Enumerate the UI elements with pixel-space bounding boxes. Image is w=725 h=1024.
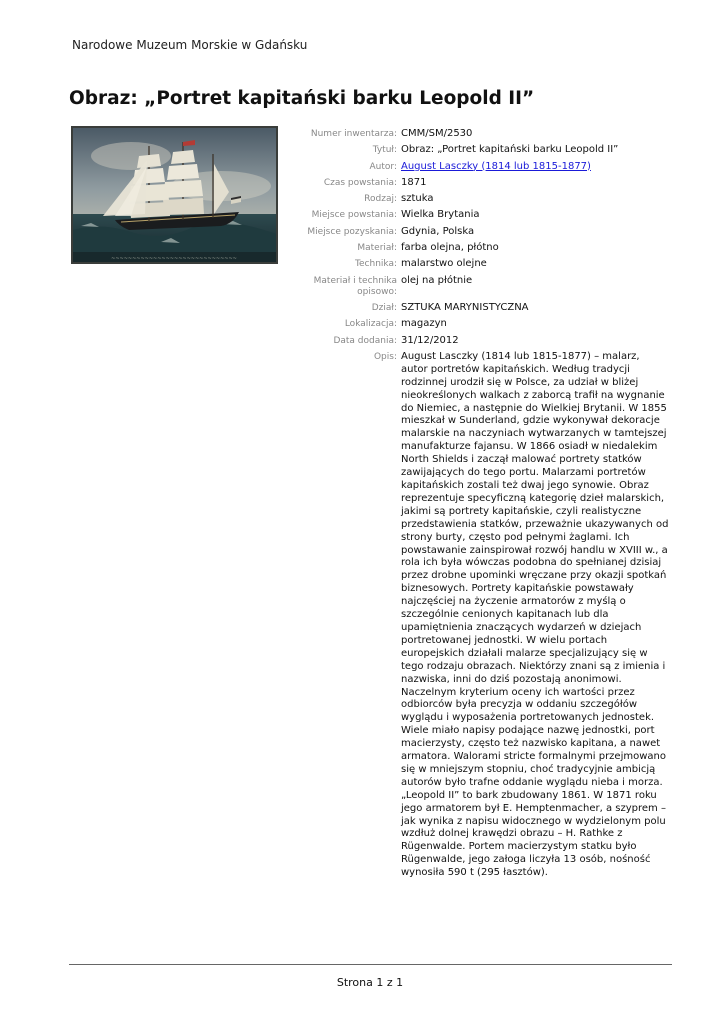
field-row-technique <box>300 258 672 271</box>
field-row-place-of-acquisition <box>300 226 672 239</box>
description-text: August Lasczky (1814 lub 1815-1877) – malarz, autor portretów kapitańskich. Według tradycji rodzinnej urodził się w Polsce, za udział w bliżej nieokreślonych walkach z zaborcą trafił na wygnanie do Niemiec, a następnie do Wielkiej Brytanii. W 1855 mieszkał w Sunderland, gdzie wykonywał dekoracje malarskie na naczyniach wytwarzanych w tamtejszej manufakturze fajansu. W 1866 osiadł w niedalekim North Shields i zaczął malować portrety statków zawijających do tego portu. Malarzami portretów kapitańskich zostali też dwaj jego synowie. Obraz reprezentuje specyficzną kategorię dzieł malarskich, jakimi są portrety kapitańskie, czyli realistyczne przedstawienia statków, przeważnie ukazywanych od strony burty, często pod pełnymi żaglami. Ich powstawanie zainspirował rozwój handlu w XVIII w., a rola ich była wówczas podobna do spełnianej dzisiaj przez drobne upominki wręczane przy okazji spotkań biznesowych. Portrety kapitańskie powstawały najczęściej na życzenie armatorów z myślą o szczególnie cenionych kapitanach lub dla upamiętnienia znaczących wydarzeń w dziejach portretowanej jednostki. W wielu portach europejskich działali malarze specjalizujący się w tego rodzaju obrazach. Niektórzy znani są z imienia i nazwiska, inni do dziś pozostają anonimowi. Naczelnym kryterium oceny ich wartości przez odbiorców była precyzja w oddaniu szczegółów wyglądu i wyposażenia portretowanych jednostek. Wiele miało napisy podające nazwę jednostki, port macierzysty, często też nazwisko kapitana, a nawet armatora. Walorami stricte formalnymi przejmowano się w mniejszym stopniu, choć tradycyjnie ambicją autorów było trafne oddanie wyglądu nieba i morza. „Leopold II” to bark zbudowany 1861. W 1871 roku jego armatorem był E. Hemptenmacher, a szyprem – jak wynika z napisu widocznego w wydzielonym polu wzdłuż dolnej krawędzi obrazu – H. Rathke z Rügenwalde. Portem macierzystym statku było Rügenwalde, jego załoga liczyła 13 osób, nośność wynosiła 590 t (295 łasztów). <box>401 350 669 879</box>
page-title: Obraz: „Portret kapitański barku Leopold II” <box>69 88 535 109</box>
field-label: Numer inwentarza: <box>310 129 397 139</box>
field-value: 31/12/2012 <box>401 334 459 346</box>
field-label: Technika: <box>355 259 397 270</box>
field-value: CMM/SM/2530 <box>401 128 473 139</box>
svg-text:~~~~~~~~~~~~~~~~~~~~~~~~~~~~~~: ~~~~~~~~~~~~~~~~~~~~~~~~~~~~~~ <box>111 255 237 262</box>
field-row-creation-date <box>300 177 672 190</box>
field-row-material-technique-description <box>300 275 672 299</box>
field-row-type <box>300 193 672 206</box>
field-value: SZTUKA MARYNISTYCZNA <box>401 302 529 314</box>
field-row-place-of-creation <box>300 209 672 222</box>
field-row-inventory-number <box>300 128 672 141</box>
field-label: Autor: <box>369 161 397 172</box>
field-label: Miejsce powstania: <box>311 210 397 221</box>
field-row-title <box>300 144 672 157</box>
museum-name: Narodowe Muzeum Morskie w Gdańsku <box>72 38 308 52</box>
field-value: malarstwo olejne <box>401 258 487 270</box>
field-label: Rodzaj: <box>364 194 397 205</box>
painting-image <box>71 126 278 264</box>
field-value: magazyn <box>401 318 447 330</box>
field-value: olej na płótnie <box>401 274 473 286</box>
field-label: Miejsce pozyskania: <box>307 226 397 237</box>
footer-divider <box>69 964 672 965</box>
field-label: Materiał: <box>357 243 397 254</box>
field-value: sztuka <box>401 193 434 205</box>
field-value: Gdynia, Polska <box>401 225 475 237</box>
field-row-location <box>300 318 672 331</box>
field-label: Dział: <box>371 303 397 314</box>
field-row-department <box>300 302 672 315</box>
field-row-description <box>300 351 672 880</box>
field-row-author <box>300 161 672 174</box>
field-label: Opis: <box>373 351 397 362</box>
field-label: Lokalizacja: <box>344 319 397 330</box>
field-label: Data dodania: <box>333 335 397 346</box>
field-value: Wielka Brytania <box>401 209 480 221</box>
field-value: 1871 <box>401 176 427 188</box>
field-label: Czas powstania: <box>323 177 397 188</box>
field-row-date-added <box>300 335 672 348</box>
field-label: Materiał i technika opisowo: <box>313 275 397 298</box>
field-label: Tytuł: <box>372 145 397 156</box>
field-row-material <box>300 242 672 255</box>
metadata-table <box>300 128 672 884</box>
page-indicator: Strona 1 z 1 <box>336 976 404 989</box>
field-value: Obraz: „Portret kapitański barku Leopold II” <box>401 144 619 156</box>
author-link[interactable]: August Lasczky (1814 lub 1815-1877) <box>401 160 591 172</box>
field-value: farba olejna, płótno <box>401 242 499 254</box>
